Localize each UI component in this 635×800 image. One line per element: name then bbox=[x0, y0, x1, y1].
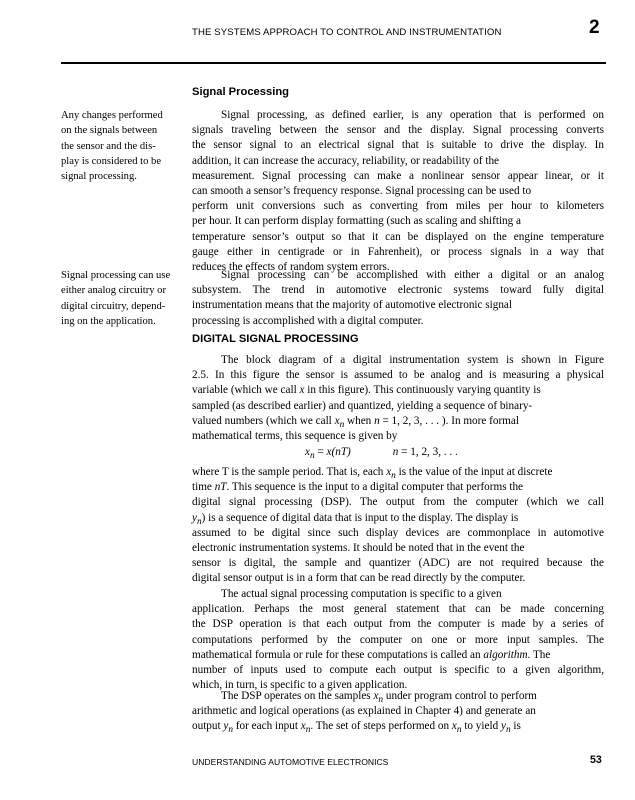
note-line: ing on the application. bbox=[61, 315, 156, 327]
text-line: output $y_n$ for each input $x_n$. The set of steps performed on $x_n$ to yield $y_n$ is bbox=[192, 720, 521, 736]
text-line: Signal processing, as defined earlier, is any operation that is performed on bbox=[221, 109, 604, 121]
text-line: processing is accomplished with a digital computer. bbox=[192, 314, 424, 327]
text-line: can smooth a sensor’s frequency response. Signal processing can be used to bbox=[192, 184, 532, 197]
text-line: signals traveling between the sensor and the display. Signal processing converts bbox=[192, 124, 604, 137]
text-line: subsystem. The trend in automotive electronic systems toward fully digital bbox=[192, 284, 604, 297]
header-rule bbox=[61, 62, 606, 64]
text-line: $y_n$) is a sequence of digital data that is input to the display. The display is bbox=[192, 511, 519, 527]
text-line: instrumentation means that the majority of automotive electronic signal bbox=[192, 299, 513, 312]
note-line: Any changes performed bbox=[61, 110, 163, 121]
text-line: which, in turn, is specific to a given application. bbox=[192, 679, 408, 692]
text-line: digital signal processing (DSP). The output from the computer (which we call bbox=[192, 496, 604, 509]
note-line: play is considered to be bbox=[61, 155, 162, 167]
text-line: digital sensor output is in a form that can be read directly by the computer. bbox=[192, 572, 526, 585]
paragraph-dsp-3 bbox=[192, 587, 604, 693]
section-heading-dsp: DIGITAL SIGNAL PROCESSING bbox=[192, 333, 359, 345]
text-line: valued numbers (which we call $x_n$ when n = 1, 2, 3, . . . ). In more formal bbox=[192, 414, 519, 430]
sidebar-note-2 bbox=[61, 268, 183, 329]
text-line: mathematical formula or rule for these computations is called an algorithm. The bbox=[192, 648, 551, 661]
text-line: sensor is digital, the sample and quantizer (ADC) are not required because the bbox=[192, 557, 604, 570]
text-line: variable (which we call x in this figure). This continuously varying quantity is bbox=[192, 384, 541, 397]
note-line: digital circuitry, depend- bbox=[61, 300, 166, 312]
text-line: The actual signal processing computation is specific to a given bbox=[221, 588, 502, 600]
paragraph-dsp-4 bbox=[192, 689, 604, 735]
note-line: the sensor and the dis- bbox=[61, 140, 156, 152]
running-footer: UNDERSTANDING AUTOMOTIVE ELECTRONICS bbox=[192, 757, 389, 767]
text-line: mathematical terms, this sequence is given by bbox=[192, 429, 398, 442]
chapter-number: 2 bbox=[589, 17, 600, 38]
text-line: perform unit conversions such as converting from miles per hour to kilometers bbox=[192, 200, 604, 213]
text-line: number of inputs used to compute each output is specific to a given algorithm, bbox=[192, 663, 604, 676]
text-line: addition, it can increase the accuracy, reliability, or readability of the bbox=[192, 154, 499, 167]
text-line: 2.5. In this figure the sensor is assumed to be analog and is measuring a physical bbox=[192, 369, 604, 382]
text-line: where T is the sample period. That is, each $x_n$ is the value of the input at discrete bbox=[192, 466, 553, 482]
text-line: The block diagram of a digital instrumentation system is shown in Figure bbox=[221, 354, 604, 366]
text-line: time nT. This sequence is the input to a digital computer that performs the bbox=[192, 481, 524, 494]
paragraph-dsp-1 bbox=[192, 353, 604, 444]
text-line: reduces the effects of random system errors. bbox=[192, 260, 390, 273]
sidebar-note-1 bbox=[61, 108, 183, 184]
paragraph-signal-processing-2 bbox=[192, 268, 604, 329]
text-line: per hour. It can perform display formatting (such as scaling and shifting a bbox=[192, 215, 522, 228]
text-line: assumed to be digital since such display devices are commonplace in automotive bbox=[192, 526, 604, 539]
section-heading-signal-processing: Signal Processing bbox=[192, 86, 289, 98]
text-line: the DSP operation is that each output from the computer is made by a series of bbox=[192, 618, 604, 631]
note-line: on the signals between bbox=[61, 125, 158, 137]
text-line: application. Perhaps the most general statement that can be made concerning bbox=[192, 603, 604, 616]
running-header: THE SYSTEMS APPROACH TO CONTROL AND INSTRUMENTATION bbox=[192, 27, 502, 38]
note-line: Signal processing can use bbox=[61, 270, 171, 281]
paragraph-signal-processing-1 bbox=[192, 108, 604, 275]
text-line: computations performed by the computer on one or more input samples. The bbox=[192, 633, 604, 646]
text-line: arithmetic and logical operations (as explained in Chapter 4) and generate an bbox=[192, 705, 536, 718]
text-line: measurement. Signal processing can make a nonlinear sensor appear linear, or it bbox=[192, 169, 604, 182]
text-line: the sensor signal to an electrical signal that is suitable to drive the display. In bbox=[192, 139, 604, 152]
sequence-equation: $x_n = x(nT) n = 1$, 2, 3, . . . bbox=[305, 446, 458, 462]
note-line: either analog circuitry or bbox=[61, 285, 167, 297]
text-line: temperature sensor’s output so that it can be displayed on the engine temperature bbox=[192, 230, 604, 243]
text-line: electronic instrumentation systems. It should be noted that in the event the bbox=[192, 541, 525, 554]
text-line: The DSP operates on the samples $x_n$ under program control to perform bbox=[221, 690, 537, 706]
text-line: Signal processing can be accomplished with either a digital or an analog bbox=[221, 269, 604, 281]
note-line: signal processing. bbox=[61, 171, 137, 183]
page-number: 53 bbox=[590, 754, 602, 766]
text-line: sampled (as described earlier) and quantized, yielding a sequence of binary- bbox=[192, 399, 533, 412]
paragraph-dsp-2 bbox=[192, 465, 604, 587]
text-line: gauge either in centigrade or in Fahrenheit), or process signals in a way that bbox=[192, 245, 604, 258]
